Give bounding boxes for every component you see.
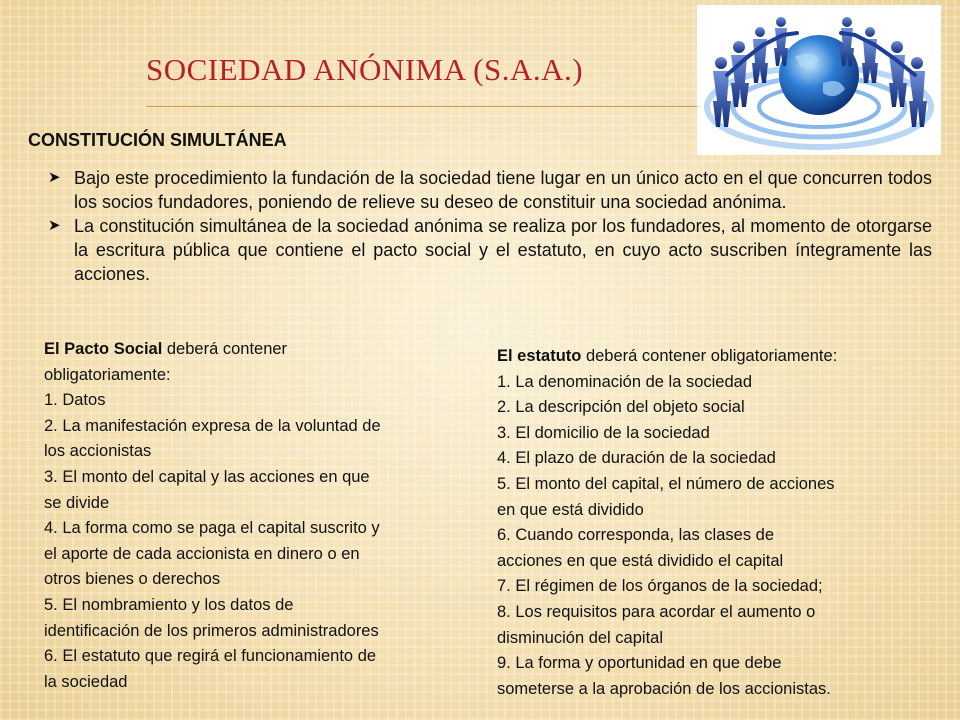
estatuto-line: 6. Cuando corresponda, las clases de xyxy=(497,526,775,545)
pacto-line: la sociedad xyxy=(44,672,128,691)
estatuto-line: 4. El plazo de duración de la sociedad xyxy=(497,449,776,468)
estatuto-label: El estatuto xyxy=(497,347,582,365)
pacto-line: otros bienes o derechos xyxy=(44,570,221,589)
pacto-line: 4. La forma como se paga el capital suscrito y xyxy=(44,519,380,538)
bullet-text: La constitución simultánea de la sociedad anónima se realiza por los fundadores, al momento de otorgarse la escritura pública que contiene el pacto social y el estatuto, en cuyo acto suscriben íntegramente las acciones. xyxy=(74,216,932,284)
bullet-list xyxy=(48,166,932,286)
pacto-intro xyxy=(44,337,381,363)
estatuto-line: acciones en que está dividido el capital xyxy=(497,551,784,570)
pacto-line: 6. El estatuto que regirá el funcionamiento de xyxy=(44,647,377,666)
estatuto-line: 7. El régimen de los órganos de la sociedad; xyxy=(497,577,823,596)
bullet-item xyxy=(48,166,932,214)
pacto-line: 1. Datos xyxy=(44,391,106,410)
estatuto-block xyxy=(497,344,837,702)
bullet-item xyxy=(48,214,932,286)
pacto-label: El Pacto Social xyxy=(44,340,163,358)
bullet-text: Bajo este procedimiento la fundación de la sociedad tiene lugar en un único acto en el que concurren todos los socios fundadores, poniendo de relieve su deseo de constituir una sociedad anónima. xyxy=(74,168,932,212)
pacto-line: 2. La manifestación expresa de la voluntad de xyxy=(44,416,381,435)
estatuto-line: en que está dividido xyxy=(497,500,644,519)
estatuto-line: 9. La forma y oportunidad en que debe xyxy=(497,654,782,673)
pacto-social-block xyxy=(44,337,381,695)
globe-with-people-circle-icon xyxy=(697,5,941,155)
globe-illustration xyxy=(697,5,941,155)
arrow-bullet-icon: ➤ xyxy=(48,217,61,234)
estatuto-line: disminución del capital xyxy=(497,628,664,647)
pacto-line: 5. El nombramiento y los datos de xyxy=(44,595,294,614)
pacto-intro-text: deberá contener xyxy=(162,340,288,358)
pacto-line: el aporte de cada accionista en dinero o en xyxy=(44,544,360,563)
estatuto-line: someterse a la aprobación de los accionistas. xyxy=(497,679,831,698)
pacto-line: 3. El monto del capital y las acciones en que xyxy=(44,467,370,486)
pacto-line: obligatoriamente: xyxy=(44,365,171,384)
estatuto-line: 1. La denominación de la sociedad xyxy=(497,372,753,391)
title-divider xyxy=(146,106,698,107)
section-heading: CONSTITUCIÓN SIMULTÁNEA xyxy=(28,130,287,150)
estatuto-intro xyxy=(497,344,837,370)
pacto-line: se divide xyxy=(44,493,110,512)
estatuto-line: 8. Los requisitos para acordar el aumento o xyxy=(497,602,816,621)
pacto-line: identificación de los primeros administradores xyxy=(44,621,379,640)
estatuto-line: 5. El monto del capital, el número de acciones xyxy=(497,474,835,493)
estatuto-line: 3. El domicilio de la sociedad xyxy=(497,423,710,442)
slide-title: SOCIEDAD ANÓNIMA (S.A.A.) xyxy=(146,52,584,87)
estatuto-intro-text: deberá contener obligatoriamente: xyxy=(581,347,838,365)
estatuto-line: 2. La descripción del objeto social xyxy=(497,398,745,417)
pacto-line: los accionistas xyxy=(44,442,152,461)
arrow-bullet-icon: ➤ xyxy=(48,169,61,186)
